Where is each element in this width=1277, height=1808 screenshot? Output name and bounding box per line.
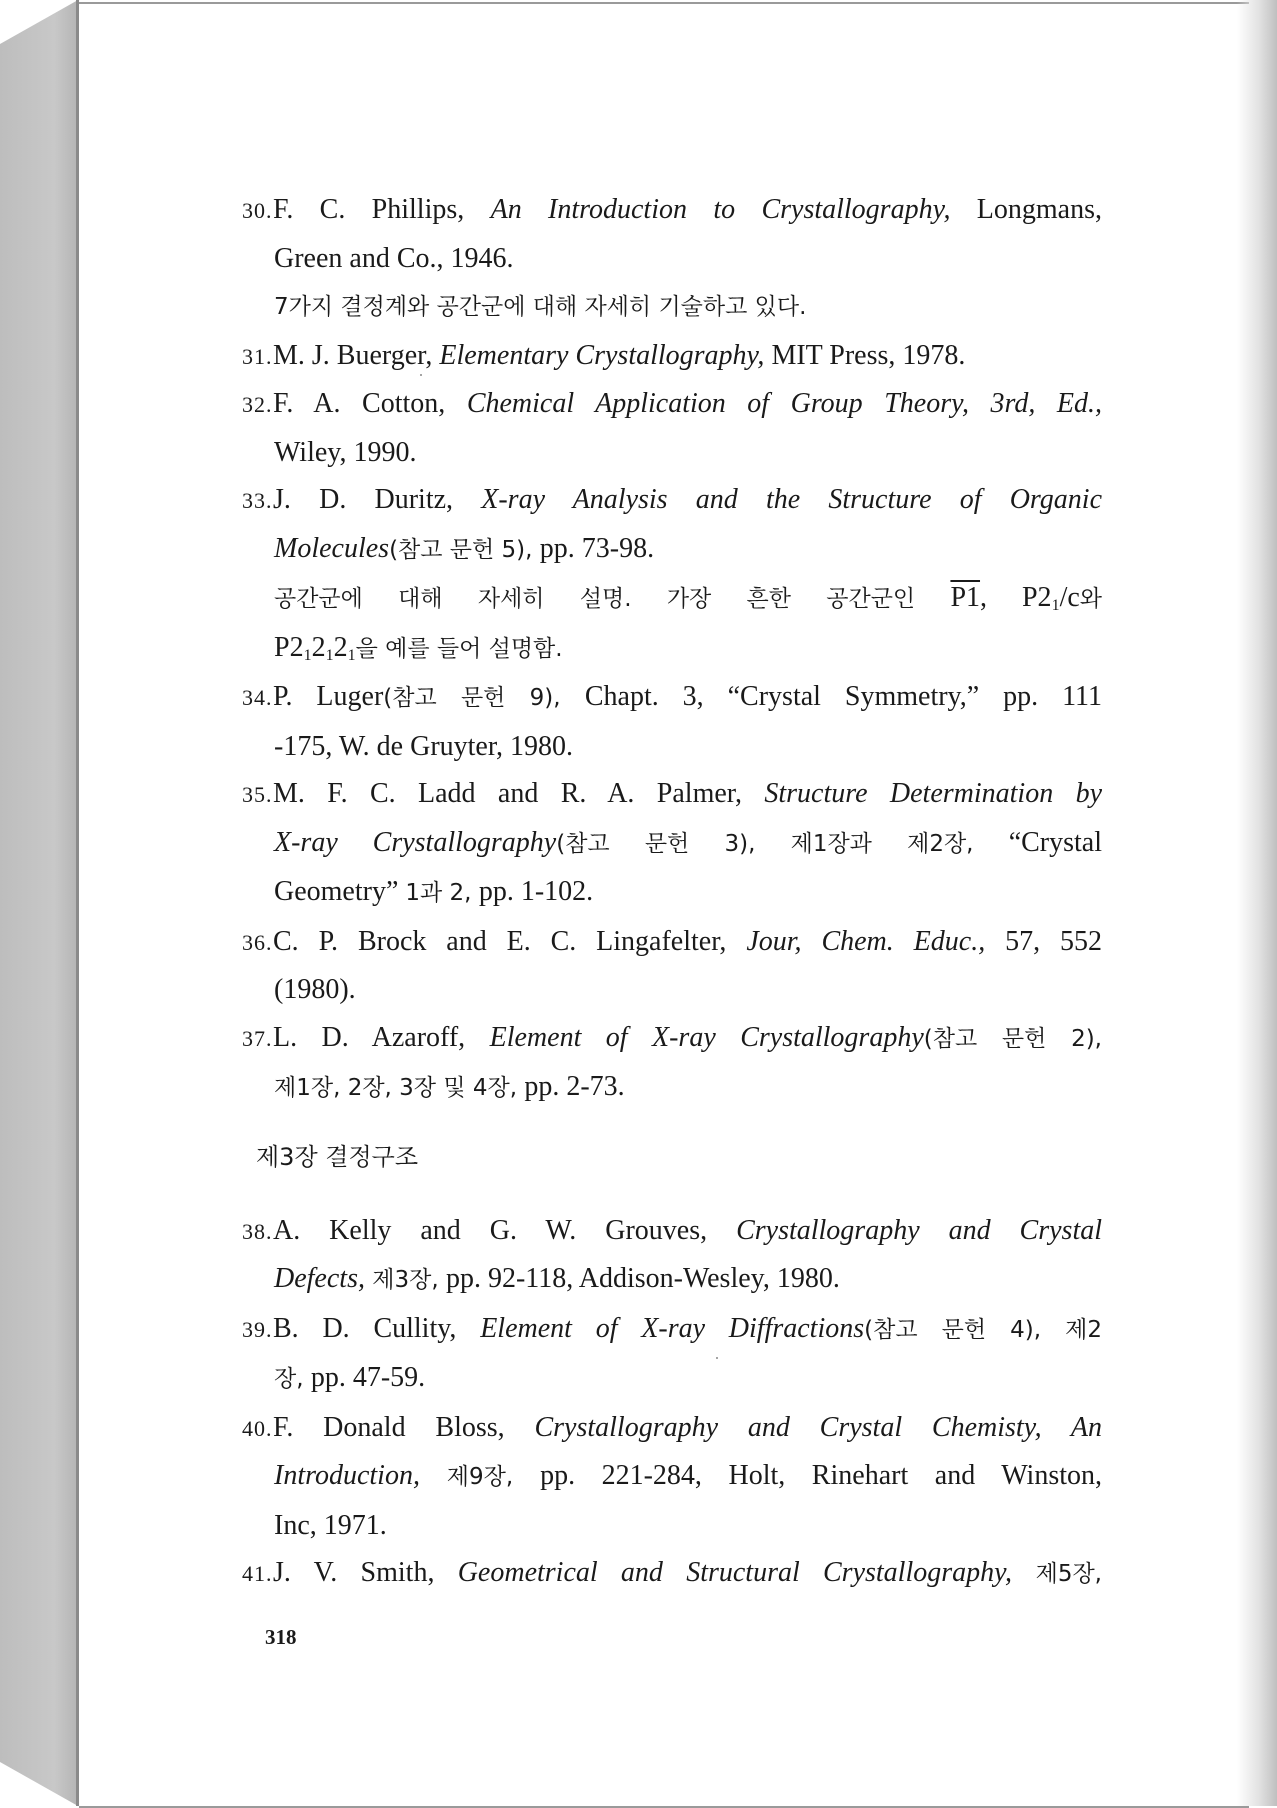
italic-title: Structure Determination by: [764, 778, 1103, 809]
reference-line: [274, 1452, 1102, 1502]
reference-line: [242, 1404, 1102, 1453]
reference-number: 37.: [242, 1025, 273, 1051]
korean-text: 와: [1079, 586, 1102, 612]
reference-text: L. D. Azaroff,: [273, 1021, 490, 1053]
korean-text: 1과 2,: [405, 880, 479, 906]
reference-text: Green and Co., 1946.: [274, 242, 514, 274]
reference-entry: [242, 770, 1102, 918]
reference-line: [242, 380, 1102, 429]
reference-text: “Crystal: [1008, 826, 1102, 858]
reference-text: 57, 552: [985, 925, 1103, 957]
italic-title: An Introduction to Crystallography,: [490, 194, 951, 225]
reference-text: 2: [311, 631, 326, 663]
reference-text: pp. 221-284, Holt, Rinehart and Winston,: [540, 1460, 1102, 1491]
page-edge-shadow: [1237, 0, 1277, 1806]
italic-title: Crystallography and Crystal Chemisty, An: [534, 1411, 1102, 1443]
reference-line: [274, 1502, 1102, 1550]
reference-number: 33.: [242, 488, 273, 513]
reference-number: 36.: [242, 929, 273, 955]
korean-text: 장,: [274, 1366, 311, 1392]
reference-line: [274, 819, 1102, 869]
reference-text: A. Kelly and G. W. Grouves,: [273, 1214, 737, 1246]
italic-title: Introduction,: [274, 1460, 420, 1491]
italic-title: Defects,: [274, 1263, 365, 1294]
scan-speck: [420, 374, 422, 376]
reference-text: pp. 47-59.: [310, 1362, 426, 1393]
reference-text: M. F. C. Ladd and R. A. Palmer,: [273, 778, 765, 809]
reference-text: P. Luger: [273, 681, 384, 712]
reference-text: /c: [1059, 582, 1080, 613]
italic-title: X-ray Analysis and the Structure of Organic: [481, 484, 1102, 515]
italic-title: Geometrical and Structural Crystallography,: [457, 1557, 1013, 1588]
italic-title: Chemical Application of Group Theory, 3rd, Ed.,: [466, 388, 1102, 419]
subscript: 1: [1051, 597, 1060, 614]
reference-text: B. D. Cullity,: [273, 1312, 481, 1344]
reference-line: [242, 1549, 1102, 1599]
reference-text: 2: [333, 631, 348, 663]
reference-line: [274, 429, 1102, 477]
reference-entry: [242, 918, 1102, 1014]
reference-number: 30.: [242, 198, 273, 223]
reference-text: Inc, 1971.: [274, 1509, 387, 1541]
reference-text: Chapt. 3, “Crystal Symmetry,” pp. 111: [584, 681, 1102, 712]
italic-title: Jour, Chem. Educ.,: [746, 925, 986, 957]
reference-number: 41.: [242, 1561, 273, 1586]
reference-line: [274, 723, 1102, 771]
reference-text: F. Donald Bloss,: [273, 1411, 535, 1443]
reference-line: [274, 282, 1102, 332]
reference-entry: [242, 380, 1102, 476]
korean-text: (참고 문헌 4), 제2: [864, 1316, 1103, 1343]
reference-number: 31.: [242, 343, 273, 369]
reference-line: [242, 673, 1102, 723]
reference-text: pp. 92-118, Addison-Wesley, 1980.: [445, 1263, 840, 1294]
reference-line: [242, 332, 1102, 381]
reference-text: -175, W. de Gruyter, 1980.: [274, 730, 574, 762]
reference-entry: [242, 673, 1102, 770]
reference-text: P2: [274, 631, 304, 663]
reference-number: 39.: [242, 1316, 273, 1342]
reference-line: [274, 1255, 1102, 1305]
book-spine: [0, 0, 78, 1806]
korean-text: (참고 문헌 3), 제1장과 제2장,: [556, 830, 1009, 857]
reference-text: F. C. Phillips,: [273, 194, 491, 225]
reference-entry: [242, 1014, 1102, 1113]
korean-text: (참고 문헌 5),: [389, 536, 540, 563]
reference-text: M. J. Buerger,: [273, 339, 440, 371]
italic-title: Crystallography and Crystal: [736, 1214, 1102, 1246]
reference-entry: [242, 1207, 1102, 1305]
overlined-symbol: P1: [950, 582, 981, 613]
reference-text: J. V. Smith,: [273, 1557, 458, 1588]
reference-line: [242, 1207, 1102, 1256]
reference-number: 40.: [242, 1415, 273, 1441]
italic-title: Element of X-ray Crystallography: [489, 1021, 924, 1053]
section-heading: 제3장 결정구조: [256, 1142, 419, 1171]
reference-text: Geometry”: [274, 876, 406, 907]
reference-number: 32.: [242, 392, 273, 417]
reference-number: 35.: [242, 782, 273, 807]
reference-list-bottom: [242, 1207, 1102, 1599]
reference-text: , P2: [980, 582, 1052, 613]
reference-text: pp. 2-73.: [524, 1071, 625, 1102]
italic-title: X-ray Crystallography: [274, 826, 557, 858]
reference-line: [274, 868, 1102, 918]
reference-line: [274, 1354, 1102, 1404]
korean-text: 7가지 결정계와 공간군에 대해 자세히 기술하고 있다.: [274, 294, 807, 320]
korean-text: 제1장, 2장, 3장 및 4장,: [274, 1075, 525, 1101]
reference-entry: [242, 476, 1102, 673]
korean-text: 제3장,: [364, 1267, 446, 1293]
reference-line: [242, 476, 1102, 525]
italic-title: Element of X-ray Diffractions: [480, 1312, 865, 1344]
reference-entry: [242, 186, 1102, 332]
reference-entry: [242, 332, 1102, 381]
korean-text: (참고 문헌 2),: [923, 1025, 1102, 1052]
reference-line: [274, 1063, 1102, 1113]
reference-entry: [242, 1305, 1102, 1404]
reference-entry: [242, 1404, 1102, 1550]
reference-number: 38.: [242, 1218, 273, 1244]
reference-text: C. P. Brock and E. C. Lingafelter,: [273, 925, 747, 957]
reference-text: Wiley, 1990.: [274, 436, 417, 468]
reference-line: [242, 1014, 1102, 1064]
reference-line: [242, 918, 1102, 967]
reference-text: J. D. Duritz,: [273, 484, 482, 515]
reference-text: F. A. Cotton,: [273, 388, 467, 419]
reference-line: [274, 624, 1102, 674]
korean-text: 제9장,: [419, 1464, 541, 1490]
reference-line: [274, 235, 1102, 283]
korean-text: 공간군에 대해 자세히 설명. 가장 흔한 공간군인: [274, 586, 951, 612]
page-number: 318: [265, 1625, 297, 1649]
korean-text: (참고 문헌 9),: [383, 685, 585, 711]
reference-line: [242, 770, 1102, 819]
scan-speck: [716, 1357, 718, 1359]
reference-line: [274, 574, 1102, 624]
reference-text: (1980).: [274, 974, 356, 1005]
subscript: 1: [347, 646, 356, 664]
reference-line: [242, 186, 1102, 235]
reference-line: [242, 1305, 1102, 1355]
italic-title: Elementary Crystallography,: [439, 339, 765, 371]
subscript: 1: [325, 646, 334, 664]
reference-line: [274, 966, 1102, 1014]
reference-entry: [242, 1549, 1102, 1599]
reference-text: pp. 73-98.: [539, 532, 655, 564]
reference-line: [274, 525, 1102, 575]
reference-list-top: [242, 186, 1102, 1113]
subscript: 1: [303, 646, 312, 664]
reference-text: Longmans,: [950, 194, 1103, 225]
reference-text: MIT Press, 1978.: [764, 339, 966, 371]
reference-text: pp. 1-102.: [478, 876, 594, 907]
italic-title: Molecules: [274, 532, 390, 564]
reference-number: 34.: [242, 685, 273, 710]
page-content: [242, 186, 1102, 1599]
korean-text: 제5장,: [1012, 1561, 1102, 1587]
korean-text: 을 예를 들어 설명함.: [355, 635, 563, 662]
